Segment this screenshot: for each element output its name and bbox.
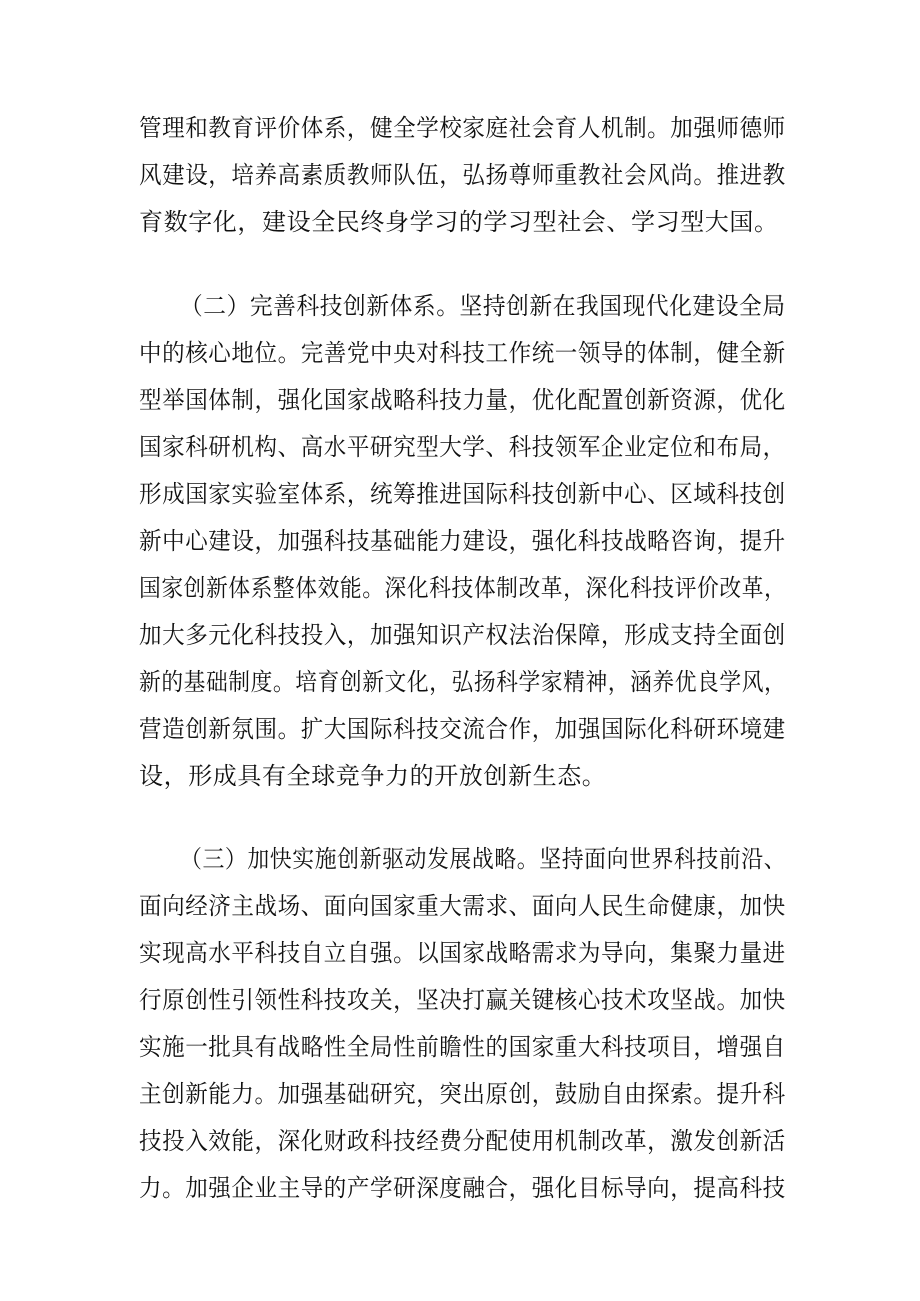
text-line: 实现高水平科技自立自强。以国家战略需求为导向，集聚力量进	[139, 939, 786, 967]
text-line: 形成国家实验室体系，统筹推进国际科技创新中心、区域科技创	[139, 480, 786, 508]
text-line: 型举国体制，强化国家战略科技力量，优化配置创新资源，优化	[139, 386, 786, 414]
section-heading-line: （二）完善科技创新体系。坚持创新在我国现代化建设全局	[180, 292, 786, 320]
section-heading-line: （三）加快实施创新驱动发展战略。坚持面向世界科技前沿、	[180, 845, 787, 873]
text-line: 营造创新氛围。扩大国际科技交流合作，加强国际化科研环境建	[139, 715, 786, 743]
text-line: 中的核心地位。完善党中央对科技工作统一领导的体制，健全新	[139, 339, 786, 367]
text-line: 面向经济主战场、面向国家重大需求、面向人民生命健康，加快	[139, 892, 786, 920]
text-line: 力。加强企业主导的产学研深度融合，强化目标导向，提高科技	[139, 1174, 786, 1202]
text-line: 管理和教育评价体系，健全学校家庭社会育人机制。加强师德师	[139, 114, 786, 142]
text-line: 国家科研机构、高水平研究型大学、科技领军企业定位和布局，	[139, 433, 786, 461]
text-line: 主创新能力。加强基础研究，突出原创，鼓励自由探索。提升科	[139, 1080, 786, 1108]
text-line: 实施一批具有战略性全局性前瞻性的国家重大科技项目，增强自	[139, 1033, 786, 1061]
text-line: 加大多元化科技投入，加强知识产权法治保障，形成支持全面创	[139, 621, 786, 649]
text-line: 设，形成具有全球竞争力的开放创新生态。	[139, 762, 607, 790]
text-line: 风建设，培养高素质教师队伍，弘扬尊师重教社会风尚。推进教	[139, 161, 786, 189]
text-line: 国家创新体系整体效能。深化科技体制改革，深化科技评价改革，	[139, 574, 787, 602]
text-line: 技投入效能，深化财政科技经费分配使用机制改革，激发创新活	[139, 1127, 786, 1155]
text-line: 行原创性引领性科技攻关，坚决打赢关键核心技术攻坚战。加快	[139, 986, 786, 1014]
text-line: 新的基础制度。培育创新文化，弘扬科学家精神，涵养优良学风，	[139, 668, 787, 696]
text-line: 新中心建设，加强科技基础能力建设，强化科技战略咨询，提升	[139, 527, 786, 555]
text-line: 育数字化，建设全民终身学习的学习型社会、学习型大国。	[139, 208, 779, 236]
